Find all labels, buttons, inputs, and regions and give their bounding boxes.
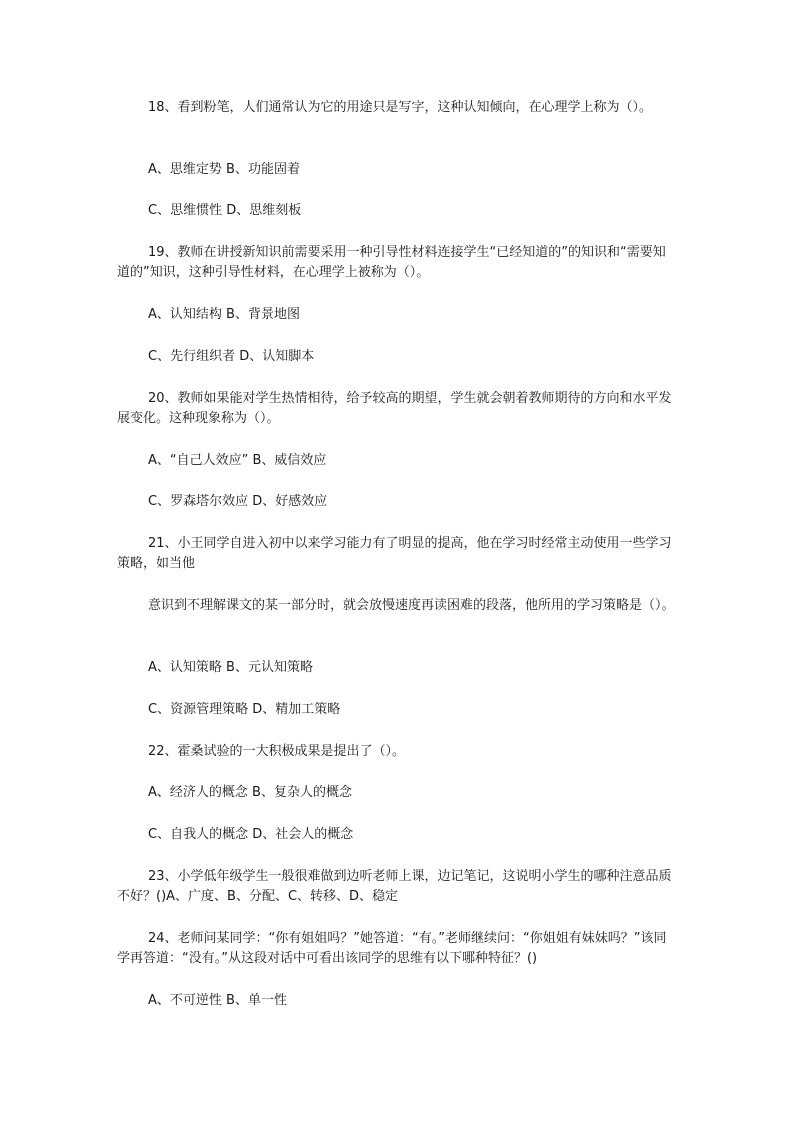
question-21-options-cd: C、资源管理策略 D、精加工策略 xyxy=(148,702,341,717)
question-18-options-cd: C、思维惯性 D、思维刻板 xyxy=(148,203,302,218)
question-19-options-cd: C、先行组织者 D、认知脚本 xyxy=(148,349,315,364)
question-23: 23、小学低年级学生一般很难做到边听老师上课，边记笔记，这说明小学生的哪种注意品质不好？()A、广度、B、分配、C、转移、D、稳定 xyxy=(117,869,672,904)
question-22: 22、霍桑试验的一大积极成果是提出了（）。 xyxy=(148,744,406,759)
question-20: 20、教师如果能对学生热情相待，给予较高的期望，学生就会朝着教师期待的方向和水平发展变化。这种现象称为（）。 xyxy=(117,391,672,426)
question-21-options-ab: A、认知策略 B、元认知策略 xyxy=(148,660,313,675)
question-22-options-ab: A、经济人的概念 B、复杂人的概念 xyxy=(148,785,352,800)
question-21-continuation: 意识到不理解课文的某一部分时，就会放慢速度再读困难的段落，他所用的学习策略是（）。 xyxy=(148,598,675,613)
question-21: 21、小王同学自进入初中以来学习能力有了明显的提高，他在学习时经常主动使用一些学习策略，如当他 xyxy=(117,536,672,571)
question-19: 19、教师在讲授新知识前需要采用一种引导性材料连接学生“已经知道的”的知识和“需要知道的”知识，这种引导性材料，在心理学上被称为（）。 xyxy=(117,245,666,280)
question-22-options-cd: C、自我人的概念 D、社会人的概念 xyxy=(148,827,354,842)
question-20-options-cd: C、罗森塔尔效应 D、好感效应 xyxy=(148,494,328,509)
question-24: 24、老师问某同学：“你有姐姐吗？”她答道：“有。”老师继续问：“你姐姐有妹妹吗？”该同学再答道：“没有。”从这段对话中可看出该同学的思维有以下哪种特征？() xyxy=(117,931,667,966)
question-24-options-ab: A、不可逆性 B、单一性 xyxy=(148,993,287,1008)
question-20-options-ab: A、“自己人效应” B、威信效应 xyxy=(148,453,327,468)
question-19-options-ab: A、认知结构 B、背景地图 xyxy=(148,307,300,322)
question-18-options-ab: A、思维定势 B、功能固着 xyxy=(148,162,300,177)
question-18: 18、看到粉笔，人们通常认为它的用途只是写字，这种认知倾向，在心理学上称为（）。 xyxy=(148,100,653,115)
